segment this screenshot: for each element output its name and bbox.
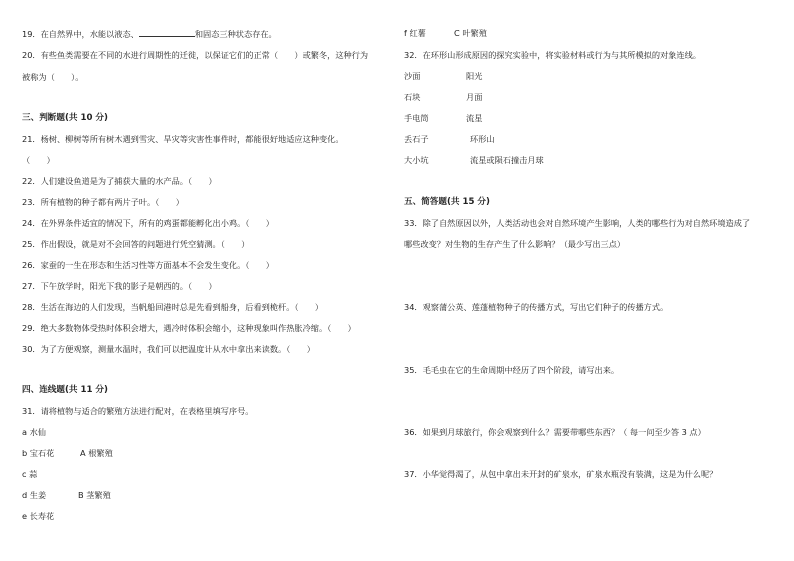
match-left-3[interactable]: 手电筒 — [404, 113, 429, 123]
question-34: 34．观察蒲公英、莲蓬植物种子的传播方式，写出它们种子的传播方式。 — [404, 302, 669, 312]
option-a: a 水仙 — [22, 427, 46, 437]
question-33-line1: 33．除了自然原因以外，人类活动也会对自然环境产生影响，人类的哪些行为对自然环境造成了 — [404, 218, 751, 228]
question-26: 26．家蚕的一生在形态和生活习性等方面基本不会发生变化。（ ） — [22, 260, 274, 270]
question-29: 29．绝大多数物体受热时体积会增大，遇冷时体积会缩小，这种现象叫作热胀冷缩。（ ） — [22, 323, 356, 333]
question-21-line2: （ ） — [22, 155, 55, 165]
left-column — [22, 0, 394, 561]
question-20-line1: 20．有些鱼类需要在不同的水进行周期性的迁徙，以保证它们的正常（ ）或繁冬，这种行为 — [22, 50, 369, 60]
question-19-tail: 和固态三种状态存在。 — [194, 29, 277, 39]
section-4-heading: 四、连线题(共 11 分) — [22, 385, 108, 395]
match-left-5[interactable]: 大小坑 — [404, 155, 429, 165]
option-A: A 根繁殖 — [80, 448, 113, 458]
option-d: d 生姜 — [22, 490, 47, 500]
question-22: 22．人们建设鱼道是为了捕获大量的水产品。（ ） — [22, 176, 217, 186]
option-d-row — [22, 490, 111, 501]
match-right-1[interactable]: 阳光 — [466, 71, 483, 81]
question-32: 32．在环形山形成原因的探究实验中，将实验材料或行为与其所模拟的对象连线。 — [404, 50, 701, 60]
match-right-3[interactable]: 流星 — [466, 113, 483, 123]
section-5-heading: 五、简答题(共 15 分) — [404, 197, 490, 207]
option-C: C 叶繁殖 — [454, 28, 487, 38]
question-20-line2: 被称为（ ）。 — [22, 72, 84, 82]
option-b: b 宝石花 — [22, 448, 55, 458]
right-column — [404, 0, 776, 561]
question-19 — [22, 28, 277, 40]
match-right-5[interactable]: 流星或陨石撞击月球 — [470, 155, 544, 165]
answer-blank[interactable] — [139, 28, 195, 37]
question-23: 23．所有植物的种子都有两片子叶。（ ） — [22, 197, 184, 207]
match-left-1[interactable]: 沙面 — [404, 71, 421, 81]
question-36: 36．如果到月球旅行，你会观察到什么？需要带哪些东西？（ 每一问至少答 3 点） — [404, 427, 706, 437]
option-b-row — [22, 448, 113, 459]
question-30: 30．为了方便观察，测量水温时，我们可以把温度计从水中拿出来读数。（ ） — [22, 344, 315, 354]
question-24: 24．在外界条件适宜的情况下，所有的鸡蛋都能孵化出小鸡。（ ） — [22, 218, 274, 228]
option-f-row — [404, 28, 487, 39]
question-19-text: 19．在自然界中，水能以液态、 — [22, 29, 139, 39]
match-right-4[interactable]: 环形山 — [470, 134, 495, 144]
question-27: 27．下午放学时，阳光下我的影子是朝西的。（ ） — [22, 281, 217, 291]
question-35: 35．毛毛虫在它的生命周期中经历了四个阶段，请写出来。 — [404, 365, 620, 375]
question-31: 31．请将植物与适合的繁殖方法进行配对，在表格里填写序号。 — [22, 406, 254, 416]
question-28: 28．生活在海边的人们发现，当帆船回港时总是先看到船身，后看到桅杆。（ ） — [22, 302, 324, 312]
question-25: 25．作出假设，就是对不会回答的问题进行凭空猜测。（ ） — [22, 239, 250, 249]
section-3-heading: 三、判断题(共 10 分) — [22, 113, 108, 123]
option-e: e 长寿花 — [22, 511, 55, 521]
match-left-2[interactable]: 石块 — [404, 92, 421, 102]
option-c: c 蒜 — [22, 469, 38, 479]
question-21-line1: 21．杨树、柳树等所有树木遇到雪灾、旱灾等灾害性事件时，都能很好地适应这种变化。 — [22, 134, 344, 144]
match-right-2[interactable]: 月面 — [466, 92, 483, 102]
option-f: f 红薯 — [404, 28, 426, 38]
question-37: 37．小华觉得渴了，从包中拿出未开封的矿泉水，矿泉水瓶没有装满，这是为什么呢？ — [404, 469, 718, 479]
question-33-line2: 哪些改变？对生物的生存产生了什么影响？（最少写出三点） — [404, 239, 626, 249]
option-B: B 茎繁殖 — [78, 490, 111, 500]
match-left-4[interactable]: 丢石子 — [404, 134, 429, 144]
